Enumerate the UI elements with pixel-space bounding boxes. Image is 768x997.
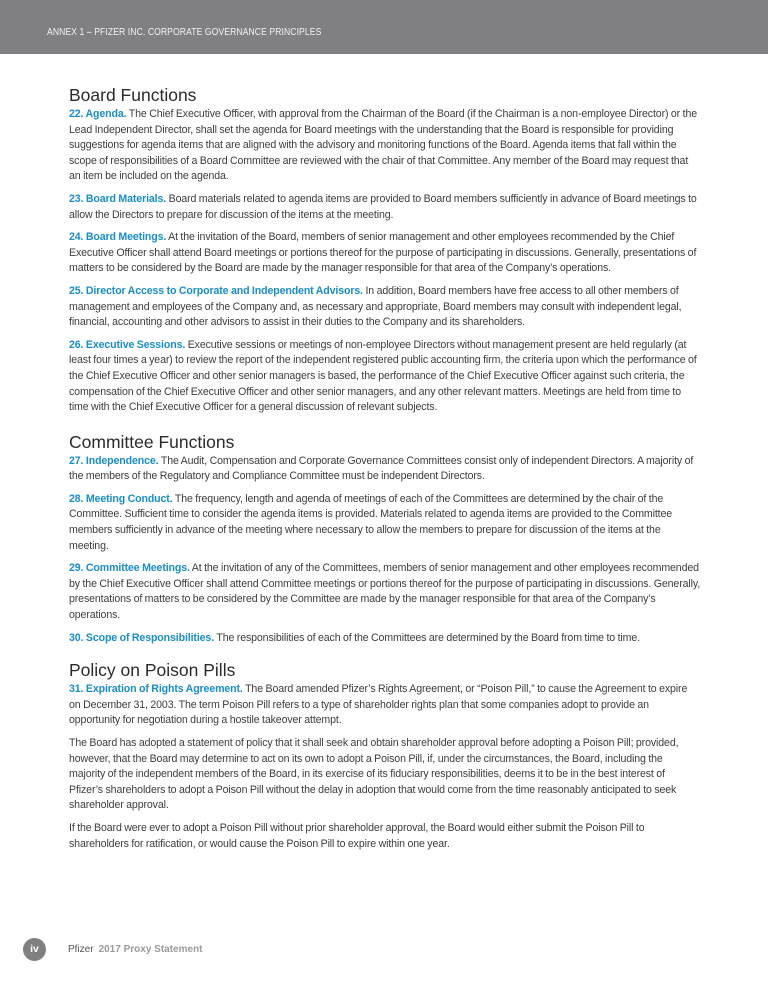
- paragraph-agenda: [69, 107, 701, 185]
- page-number-badge: iv: [23, 938, 46, 961]
- paragraph-text: The responsibilities of each of the Committees are determined by the Board from time to time.: [214, 631, 640, 644]
- paragraph-lead: 29. Committee Meetings.: [69, 562, 190, 575]
- paragraph-independence: [69, 454, 701, 485]
- paragraph-board-meetings: [69, 230, 701, 277]
- paragraph-lead: 24. Board Meetings.: [69, 231, 167, 244]
- paragraph-lead: 26. Executive Sessions.: [69, 338, 186, 351]
- page-footer: [23, 937, 203, 961]
- paragraph-policy-statement: [69, 736, 701, 814]
- paragraph-lead: 27. Independence.: [69, 454, 159, 467]
- paragraph-text: The Board amended Pfizer’s Rights Agreement, or “Poison Pill,” to cause the Agreement to expire on December 31, 2003. The term Poison Pill refers to a type of shareholder rights plan that some companies adopt to provide an opportunity for negotiation during a hostile takeover attempt.: [69, 683, 688, 727]
- footer-document-title: 2017 Proxy Statement: [98, 943, 203, 955]
- section-title: Committee Functions: [69, 431, 235, 452]
- section-title: Board Functions: [69, 85, 197, 105]
- paragraph-director-access: [69, 284, 701, 331]
- paragraph-text: At the invitation of the Board, members of senior management and other employees recommended by the Chief Executive Officer shall attend Board meetings or portions thereof for the purpose of participating in discussions. Generally, presentations of matters to be considered by the Board are made by the manager responsible for that area of the Company’s operations.: [69, 231, 697, 275]
- page-content: [69, 84, 701, 866]
- paragraph-meeting-conduct: [69, 492, 701, 554]
- header-title: ANNEX 1 – PFIZER INC. CORPORATE GOVERNANCE PRINCIPLES: [47, 27, 322, 38]
- paragraph-text: The frequency, length and agenda of meetings of each of the Committees are determined by the chair of the Committee. Sufficient time to consider the agenda items is provided. Materials related to agenda items are provided to the Committee members sufficiently in advance of the meeting where necessary to allow the members to prepare for discussion of the items at the meeting.: [69, 492, 673, 552]
- paragraph-lead: 23. Board Materials.: [69, 192, 167, 205]
- paragraph-text: At the invitation of any of the Committees, members of senior management and other employees recommended by the Chief Executive Officer shall attend Committee meetings or portions thereof for the purpose of participating in discussions. Generally, presentations of matters to be considered by the Committee are made by the manager responsible for that area of the Company’s operations.: [69, 562, 701, 622]
- paragraph-text: The Board has adopted a statement of policy that it shall seek and obtain shareholder approval before adopting a Poison Pill; provided, however, that the Board may determine to act on its own to adopt a Poison Pill, if, under the circumstances, the Board, including the majority of the independent members of the Board, in its exercise of its fiduciary responsibilities, deems it to be in the best interest of Pfizer’s shareholders to adopt a Poison Pill without the delay in adoption that would come from the time reasonably anticipated to seek shareholder approval.: [69, 737, 679, 812]
- paragraph-lead: 30. Scope of Responsibilities.: [69, 631, 215, 644]
- paragraph-lead: 22. Agenda.: [69, 108, 127, 120]
- page-header-banner: [0, 0, 768, 54]
- paragraph-lead: 31. Expiration of Rights Agreement.: [69, 683, 243, 696]
- paragraph-board-materials: [69, 192, 701, 223]
- section-board-functions: [69, 84, 701, 416]
- paragraph-committee-meetings: [69, 561, 701, 623]
- section-committee-functions: [69, 431, 701, 647]
- paragraph-text: Board materials related to agenda items are provided to Board members sufficiently in advance of Board meetings to allow the Directors to prepare for discussion of the items at the meeting.: [69, 192, 697, 221]
- paragraph-lead: 25. Director Access to Corporate and Independent Advisors.: [69, 284, 363, 297]
- paragraph-scope-of-responsibilities: [69, 631, 701, 647]
- paragraph-text: In addition, Board members have free access to all other members of management and employees of the Company and, as necessary and appropriate, Board members may consult with independent legal, financial, accounting and other advisors to assist in their duties to the Company and its shareholders.: [69, 284, 682, 329]
- paragraph-ratification: [69, 821, 701, 852]
- paragraph-expiration-rights-agreement: [69, 682, 701, 729]
- paragraph-text: The Chief Executive Officer, with approval from the Chairman of the Board (if the Chairman is a non-employee Director) or the Lead Independent Director, shall set the agenda for Board meetings with the understanding that the Board is responsible for providing suggestions for agenda items that are aligned with the advisory and monitoring functions of the Board. Agenda items that fall within the scope of responsibilities of a Board Committee are reviewed with the chair of that Committee. Any member of the Board may request that an item be included on the agenda.: [69, 108, 697, 183]
- section-poison-pills: [69, 659, 701, 852]
- footer-brand: Pfizer: [68, 943, 94, 955]
- paragraph-text: Executive sessions or meetings of non-employee Directors without management present are held regularly (at least four times a year) to review the report of the independent registered public accounting firm, the criteria upon which the performance of the Chief Executive Officer and other senior managers is based, the performance of the Chief Executive Officer against such criteria, the compensation of the Chief Executive Officer and other senior managers, and any other relevant matters. Meetings are held from time to time with the Chief Executive Officer for a general discussion of relevant subjects.: [69, 338, 697, 414]
- paragraph-text: The Audit, Compensation and Corporate Governance Committees consist only of independent Directors. A majority of the members of the Regulatory and Compliance Committee must be independent Directors.: [69, 454, 694, 483]
- paragraph-executive-sessions: [69, 338, 701, 416]
- section-title: Policy on Poison Pills: [69, 660, 236, 681]
- paragraph-text: If the Board were ever to adopt a Poison Pill without prior shareholder approval, the Board would either submit the Poison Pill to shareholders for ratification, or would cause the Poison Pill to expire within one year.: [69, 821, 645, 850]
- paragraph-lead: 28. Meeting Conduct.: [69, 492, 173, 505]
